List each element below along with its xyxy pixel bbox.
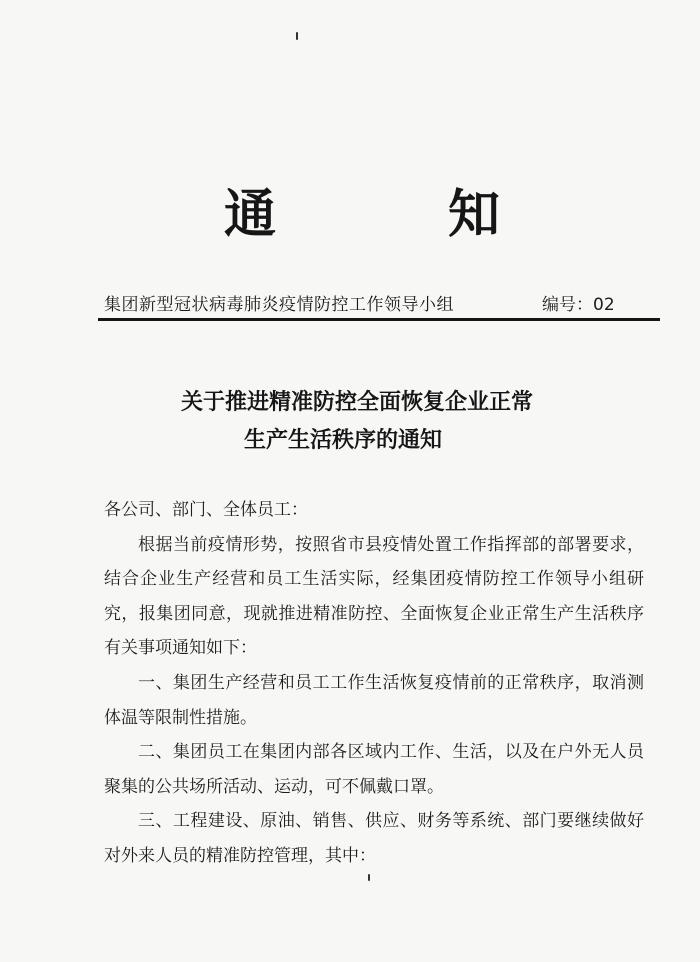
heading-char-right: 知	[448, 184, 503, 245]
scan-speck	[368, 874, 370, 881]
notice-title-line1: 关于推进精准防控全面恢复企业正常	[180, 390, 533, 415]
document-heading	[0, 172, 700, 245]
salutation: 各公司、部门、全体员工：	[104, 500, 308, 520]
notice-title	[0, 384, 700, 460]
notice-title-line2: 生产生活秩序的通知	[243, 428, 442, 453]
header-divider	[98, 318, 660, 321]
heading-char-left: 通	[224, 184, 279, 245]
paragraph-item-1: 一、集团生产经营和员工工作生活恢复疫情前的正常秩序，取消测体温等限制性措施。	[104, 672, 644, 728]
issuing-body: 集团新型冠状病毒肺炎疫情防控工作领导小组	[104, 295, 454, 315]
paragraph-item-3: 三、工程建设、原油、销售、供应、财务等系统、部门要继续做好对外来人员的精准防控管理，其中：	[104, 811, 644, 866]
scan-speck	[296, 32, 298, 40]
document-number: 编号：02	[542, 295, 615, 315]
notice-body	[104, 493, 644, 874]
paragraph-intro: 根据当前疫情形势，按照省市县疫情处置工作指挥部的部署要求，结合企业生产经营和员工生活实际，经集团疫情防控工作领导小组研究，报集团同意，现就推进精准防控、全面恢复企业正常生产生活秩序有关事项通知如下：	[104, 534, 644, 659]
paragraph-item-2: 二、集团员工在集团内部各区域内工作、生活，以及在户外无人员聚集的公共场所活动、运动，可不佩戴口罩。	[104, 742, 644, 797]
